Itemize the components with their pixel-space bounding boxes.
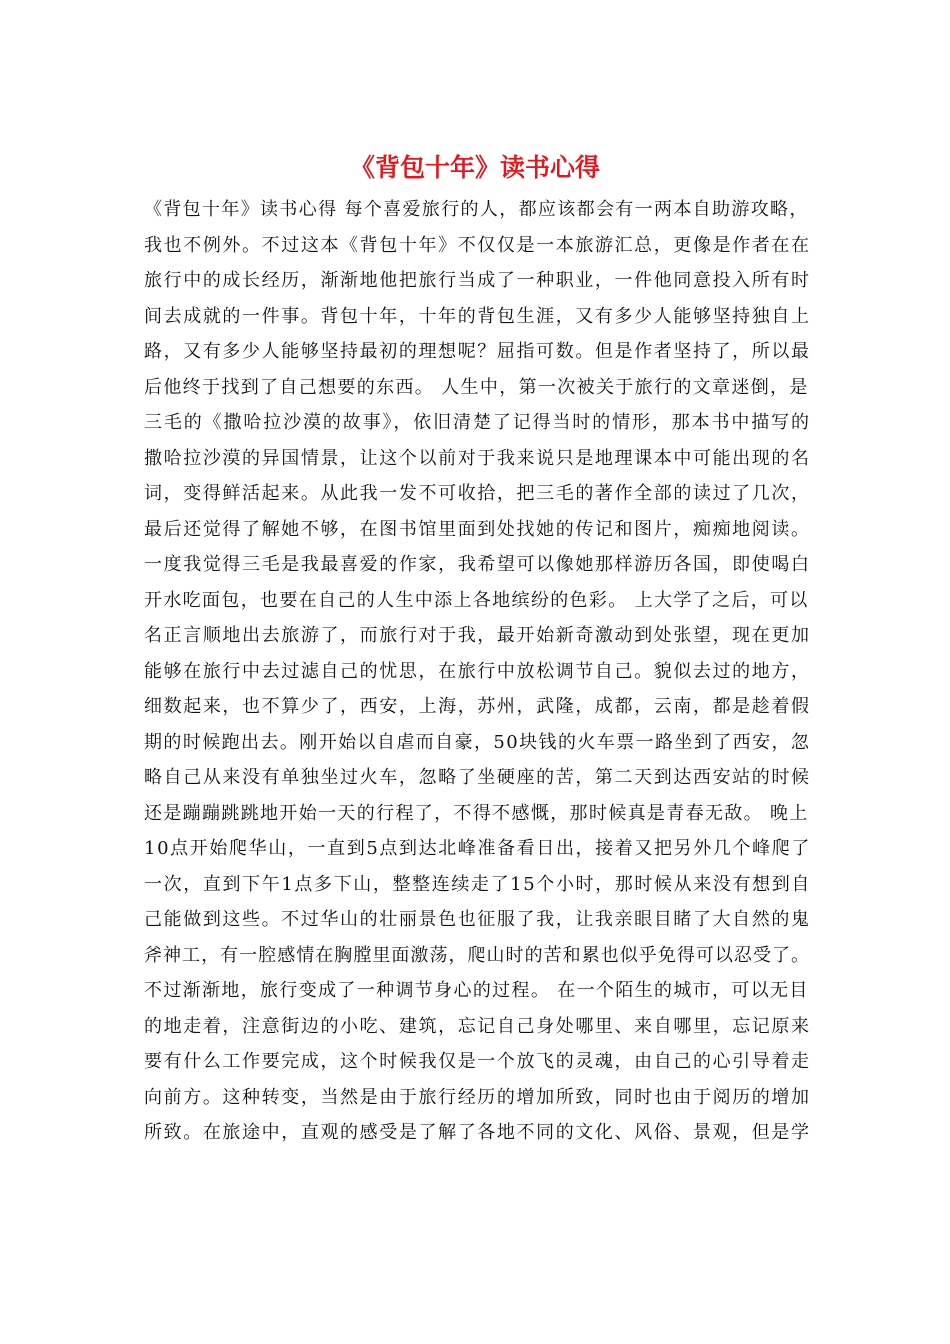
- body-line: 我也不例外。不过这本《背包十年》不仅仅是一本旅游汇总，更像是作者在在: [144, 234, 811, 256]
- body-line: 能够在旅行中去过滤自己的忧思，在旅行中放松调节自己。貌似去过的地方，: [144, 660, 811, 682]
- body-line: 《背包十年》读书心得 每个喜爱旅行的人，都应该都会有一两本自助游攻略，: [144, 199, 809, 220]
- body-line: 向前方。这种转变，当然是由于旅行经历的增加所致，同时也由于阅历的增加: [144, 1086, 811, 1108]
- body-line: 斧神工，有一腔感情在胸膛里面激荡，爬山时的苦和累也似乎免得可以忍受了。: [144, 944, 811, 966]
- body-line: 最后还觉得了解她不够，在图书馆里面到处找她的传记和图片，痴痴地阅读。: [144, 518, 811, 540]
- body-line: 略自己从来没有单独坐过火车，忽略了坐硬座的苦，第二天到达西安站的时候: [144, 767, 811, 788]
- body-line: 10点开始爬华山，一直到5点到达北峰准备看日出，接着又把另外几个峰爬了: [144, 838, 811, 859]
- body-line: 一度我觉得三毛是我最喜爱的作家，我希望可以像她那样游历各国，即使喝白: [144, 554, 811, 575]
- body-line: 撒哈拉沙漠的异国情景，让这个以前对于我来说只是地理课本中可能出现的名: [144, 447, 811, 469]
- body-line: 间去成就的一件事。背包十年，十年的背包生涯，又有多少人能够坚持独自上: [144, 305, 811, 327]
- body-line: 还是蹦蹦跳跳地开始一天的行程了，不得不感慨，那时候真是青春无敌。 晚上: [144, 802, 809, 824]
- body-line: 不过渐渐地，旅行变成了一种调节身心的过程。 在一个陌生的城市，可以无目: [144, 980, 809, 1001]
- document-title: 《背包十年》读书心得: [349, 153, 600, 182]
- body-line: 己能做到这些。不过华山的壮丽景色也征服了我，让我亲眼目睹了大自然的鬼: [144, 909, 811, 930]
- body-line: 要有什么工作要完成，这个时候我仅是一个放飞的灵魂，由自己的心引导着走: [144, 1051, 811, 1072]
- body-line: 三毛的《撒哈拉沙漠的故事》，依旧清楚了记得当时的情形，那本书中描写的: [144, 412, 811, 433]
- body-line: 开水吃面包，也要在自己的人生中添上各地缤纷的色彩。 上大学了之后，可以: [144, 589, 809, 611]
- body-line: 期的时候跑出去。刚开始以自虐而自豪，50块钱的火车票一路坐到了西安，忽: [144, 731, 811, 753]
- document-body: [144, 192, 809, 1151]
- body-line: 旅行中的成长经历，渐渐地他把旅行当成了一种职业，一件他同意投入所有时: [144, 270, 811, 291]
- body-line: 词，变得鲜活起来。从此我一发不可收拾，把三毛的著作全部的读过了几次，: [144, 483, 811, 504]
- body-line: 名正言顺地出去旅游了，而旅行对于我，最开始新奇激动到处张望，现在更加: [144, 625, 811, 646]
- body-line: 一次，直到下午1点多下山，整整连续走了15个小时，那时候从来没有想到自: [144, 873, 811, 895]
- body-line: 路，又有多少人能够坚持最初的理想呢？屈指可数。但是作者坚持了，所以最: [144, 341, 811, 362]
- body-line: 细数起来，也不算少了，西安，上海，苏州，武隆，成都，云南，都是趁着假: [144, 696, 811, 717]
- body-line: 后他终于找到了自己想要的东西。 人生中，第一次被关于旅行的文章迷倒，是: [144, 376, 809, 398]
- body-line: 的地走着，注意街边的小吃、建筑，忘记自己身处哪里、来自哪里，忘记原来: [144, 1015, 811, 1037]
- body-line: 所致。在旅途中，直观的感受是了解了各地不同的文化、风俗、景观，但是学: [144, 1122, 811, 1143]
